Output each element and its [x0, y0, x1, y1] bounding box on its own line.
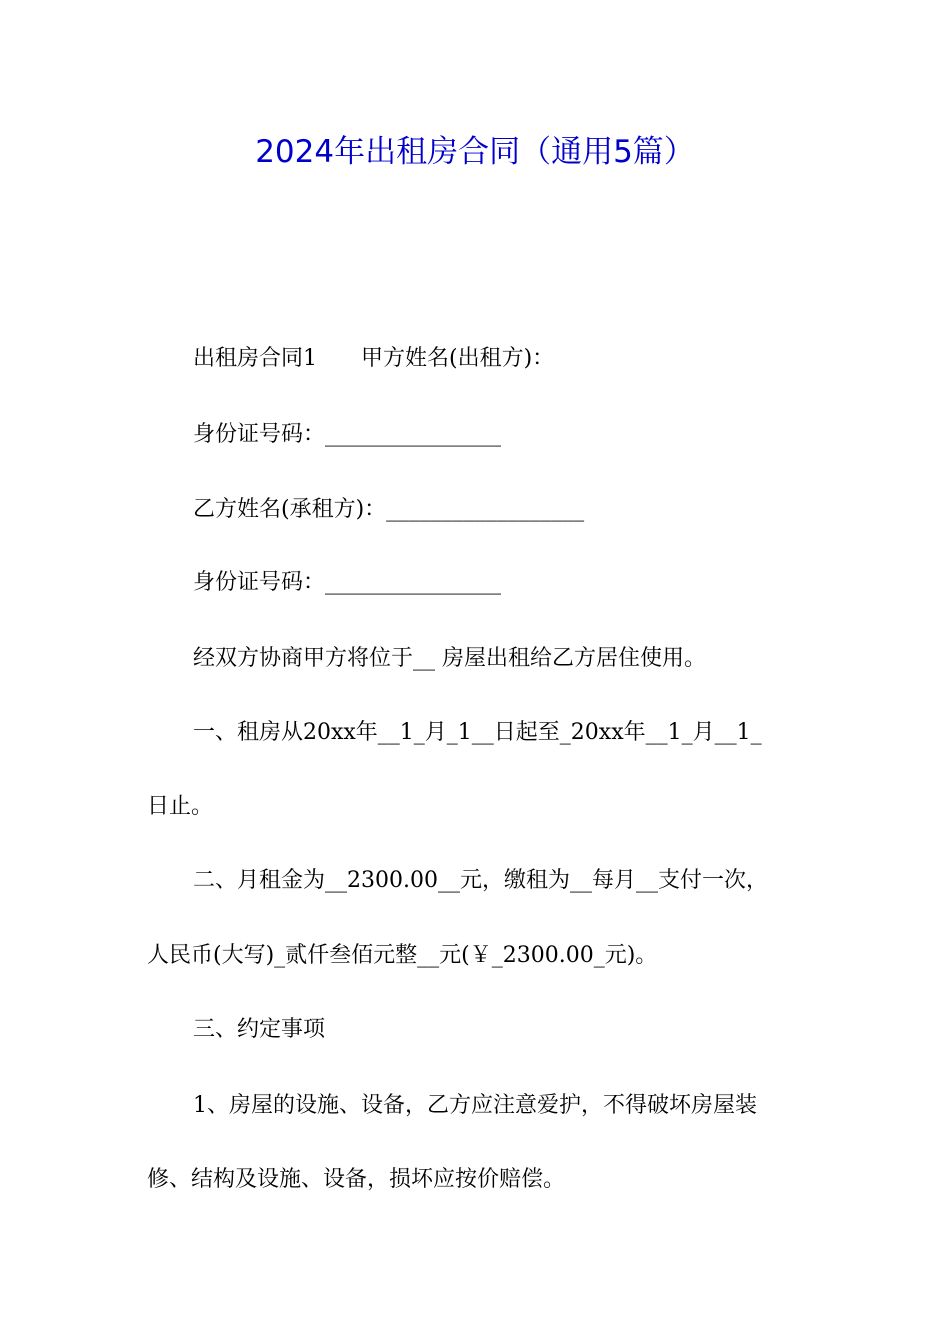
paragraph-line: 修、结构及设施、设备，损坏应按价赔偿。 — [147, 1167, 566, 1192]
paragraph-line: 人民币(大写)_贰仟叁佰元整__元(￥_2300.00_元)。 — [147, 943, 658, 968]
paragraph-line: 出租房合同1 甲方姓名(出租方)： — [193, 346, 555, 371]
paragraph-line: 日止。 — [147, 794, 214, 819]
paragraph-line: 二、月租金为__2300.00__元，缴租为__每月__支付一次， — [193, 868, 768, 893]
paragraph-line: 一、租房从20xx年__1_月_1__日起至_20xx年__1_月__1_ — [193, 720, 762, 745]
paragraph-line: 经双方协商甲方将位于__ 房屋出租给乙方居住使用。 — [193, 646, 706, 671]
paragraph-line: 1、房屋的设施、设备，乙方应注意爱护，不得破坏房屋装 — [193, 1093, 757, 1118]
paragraph-line: 身份证号码：________________ — [193, 570, 502, 595]
paragraph-line: 乙方姓名(承租方)：__________________ — [193, 497, 585, 522]
document-title: 2024年出租房合同（通用5篇） — [255, 134, 695, 170]
paragraph-line: 三、约定事项 — [193, 1017, 326, 1042]
paragraph-line: 身份证号码：________________ — [193, 422, 502, 447]
